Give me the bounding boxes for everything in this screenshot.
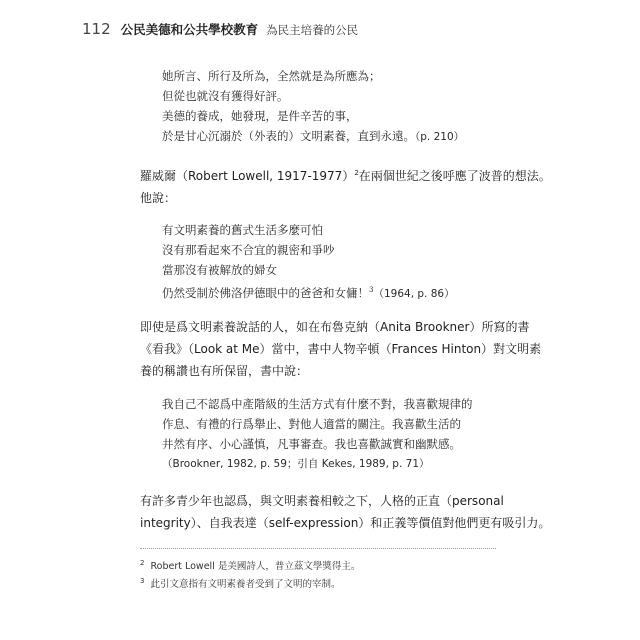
quote-line: 我自己不認爲中產階級的生活方式有什麼不對，我喜歡規律的 [162, 397, 473, 411]
quote-line: 但從也就沒有獲得好評。 [162, 89, 289, 103]
quote-line: 當那沒有被解放的婦女 [162, 263, 277, 277]
quote-line-text: 於是甘心沉溺於（外表的）文明素養，直到永遠。 [162, 129, 415, 143]
block-quote-3 [162, 394, 512, 474]
paragraph-line: 養的稱讚也有所保留，書中說： [140, 364, 309, 378]
paragraph-text: 在兩個世紀之後呼應了波普的想法。 [358, 169, 551, 183]
paragraph-1 [140, 162, 551, 209]
footnote-text: Robert Lowell 是美國詩人，普立茲文學獎得主。 [150, 561, 361, 573]
paragraph-3 [140, 490, 551, 534]
footnotes [140, 556, 496, 592]
paragraph-2 [140, 316, 542, 382]
paragraph-line: 《看我》（Look at Me）當中，書中人物辛頓（Frances Hinton）對文明素 [140, 342, 542, 356]
footnote-mark: 3 [140, 577, 145, 586]
footnote-mark: 2 [140, 559, 145, 567]
quote-citation: （Brookner, 1982, p. 59；引自 Kekes, 1989, p. 71） [162, 458, 430, 470]
quote-line: 沒有那看起來不合宜的親密和爭吵 [162, 243, 335, 257]
quote-line: 有文明素養的舊式生活多麼可怕 [162, 223, 323, 237]
paragraph-line: 他說： [140, 191, 177, 205]
running-header [82, 20, 358, 44]
paragraph-line [140, 162, 551, 187]
quote-citation: （1964, p. 86） [373, 287, 455, 300]
book-title: 公民美德和公共學校教育 [120, 22, 259, 37]
paragraph-line: 有許多青少年也認爲，與文明素養相較之下，人格的正直（personal [140, 494, 504, 508]
paragraph-line: integrity）、自我表達（self-expression）和正義等價值對他們更有吸引力。 [140, 516, 551, 530]
paragraph-text: 羅威爾（Robert Lowell, 1917-1977） [140, 169, 355, 183]
quote-line: 井然有序、小心謹慎，凡事審查。我也喜歡誠實和幽默感。 [162, 437, 461, 451]
quote-line [162, 280, 512, 304]
quote-line: 美德的養成，她發現，是件辛苦的事， [162, 109, 358, 123]
footnote [140, 556, 496, 574]
paragraph-line: 即使是爲文明素養說話的人，如在布魯克納（Anita Brookner）所寫的書 [140, 320, 530, 334]
footnote-text: 此引文意指有文明素養者受到了文明的宰制。 [150, 579, 341, 591]
quote-line [162, 126, 512, 147]
chapter-title: 為民主培養的公民 [266, 23, 359, 37]
footnote-ref: 3 [369, 286, 374, 294]
block-quote-2 [162, 220, 512, 304]
quote-line: 作息、有禮的行爲舉止、對他人適當的關注。我喜歡生活的 [162, 417, 461, 431]
quote-line-text: 仍然受制於佛洛伊德眼中的爸爸和女傭！ [162, 285, 369, 300]
footnote-ref: 2 [354, 169, 359, 177]
quote-citation: （p. 210） [415, 131, 465, 143]
page-number: 112 [82, 20, 111, 38]
footnote [140, 574, 496, 592]
footnote-divider [140, 548, 496, 549]
block-quote-1 [162, 66, 512, 147]
quote-line: 她所言、所行及所為，全然就是為所應為； [162, 69, 381, 83]
